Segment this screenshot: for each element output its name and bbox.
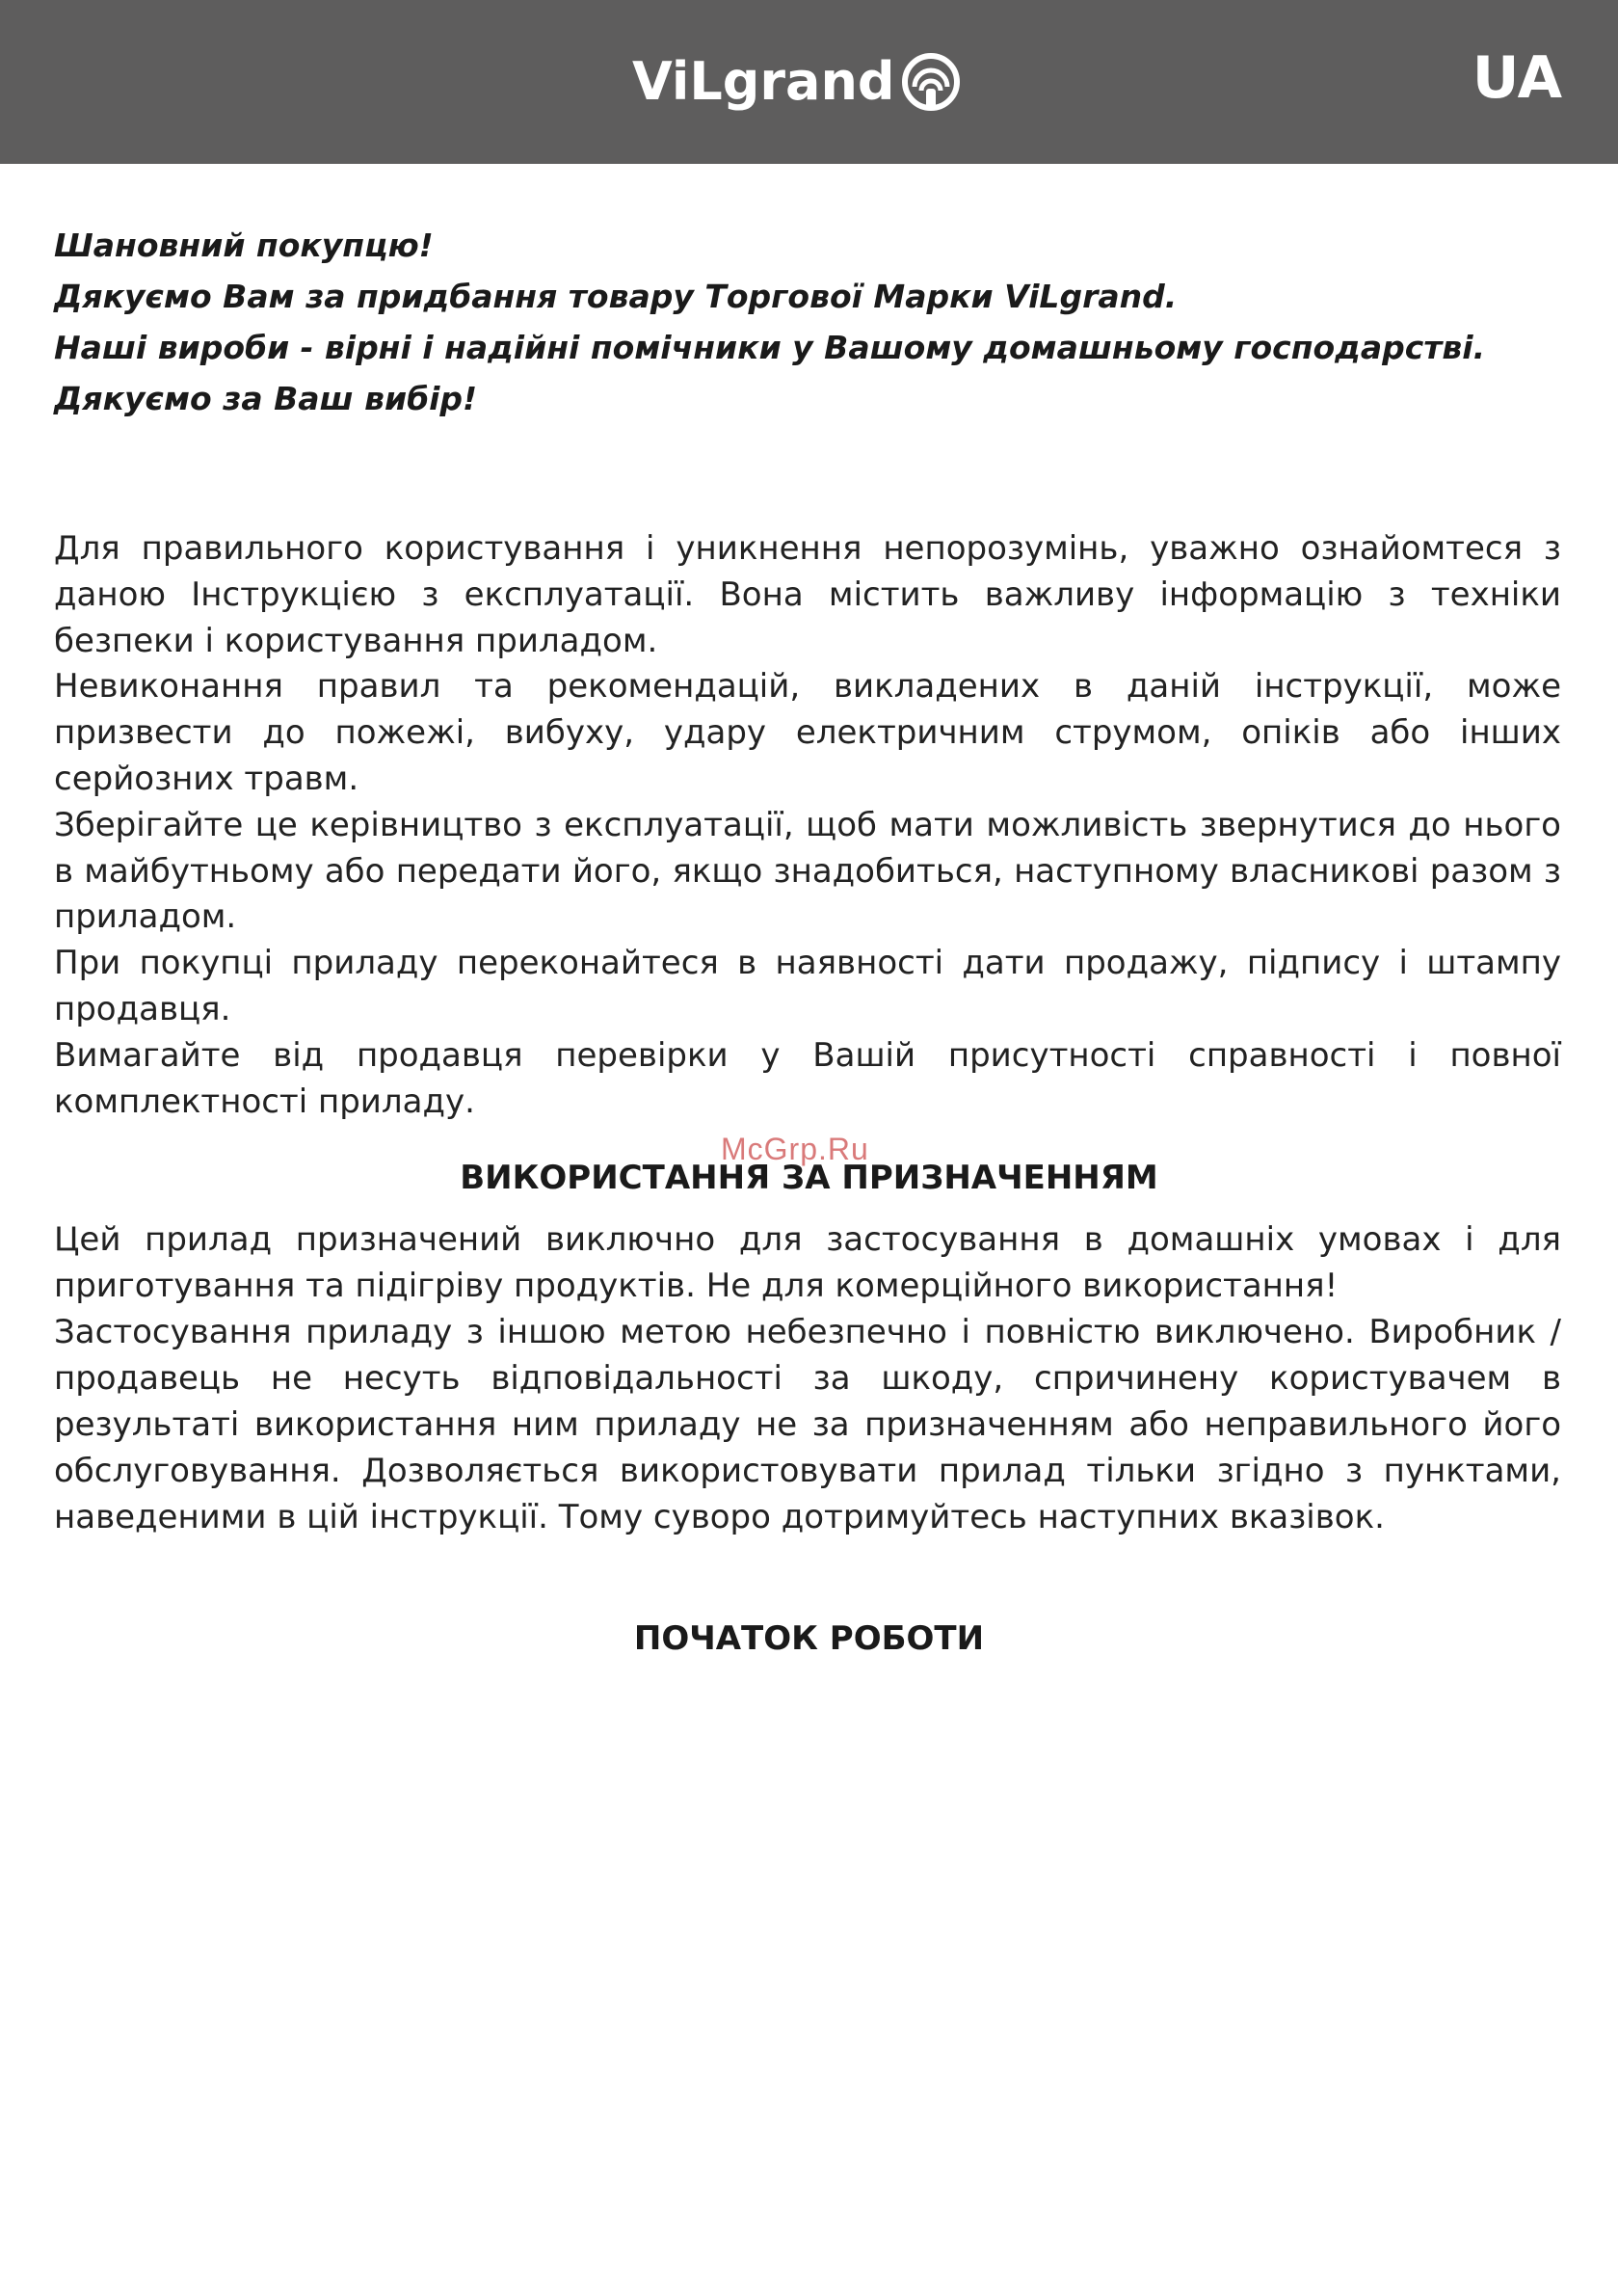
greeting-block — [54, 220, 1567, 424]
section-paragraph: Цей прилад призначений виключно для застосування в домашніх умовах і для приготування та підігріву продуктів. Не для комерційного використання! — [54, 1220, 1561, 1305]
greeting-line: Дякуємо Вам за придбання товару Торгової Марки ViLgrand. — [54, 278, 1178, 315]
intro-paragraph: Зберігайте це керівництво з експлуатації, щоб мати можливість звернутися до нього в майбутньому або передати його, якщо знадобиться, наступному власникові разом з приладом. — [54, 805, 1561, 937]
intro-paragraph: Невиконання правил та рекомендацій, викладених в даній інструкції, може призвести до пожежі, вибуху, удару електричним струмом, опіків або інших серйозних травм. — [54, 667, 1561, 798]
intro-text — [54, 526, 1561, 1125]
greeting-line: Дякуємо за Ваш вибір! — [54, 380, 478, 417]
greeting-line: Шановний покупцю! — [54, 227, 434, 264]
greeting-line: Наші вироби - вірні і надійні помічники у Вашому домашньому господарстві. — [54, 329, 1486, 366]
brand-name: ViLgrand — [632, 51, 895, 112]
watermark: McGrp.Ru — [721, 1132, 869, 1166]
intended-use-text — [54, 1216, 1561, 1540]
section-paragraph: Застосування приладу з іншою метою небезпечно і повністю виключено. Виробник / продавець не несуть відповідальності за шкоду, спричинену користувачем в результаті використання ним приладу не за призначенням або неправильного його обслуговування. Дозволяється використовувати прилад тільки згідно з пунктами, наведеними в цій інструкції. Тому суворо дотримуйтесь наступних вказівок. — [54, 1313, 1561, 1536]
page-header — [0, 0, 1618, 164]
intro-paragraph: Вимагайте від продавця перевірки у Вашій присутності справності і повної комплектності приладу. — [54, 1035, 1561, 1121]
language-code: UA — [1472, 44, 1562, 112]
brand-logo-icon — [901, 52, 961, 112]
section-heading-intended-use: ВИКОРИСТАННЯ ЗА ПРИЗНАЧЕННЯМ — [460, 1159, 1158, 1197]
intro-paragraph: Для правильного користування і уникнення непорозумінь, уважно ознайомтеся з даною Інструкцією з експлуатації. Вона містить важливу інформацію з техніки безпеки і користування приладом. — [54, 529, 1561, 660]
brand-logo — [632, 48, 961, 116]
intro-paragraph: При покупці приладу переконайтеся в наявності дати продажу, підпису і штампу продавця. — [54, 944, 1561, 1028]
section-heading-getting-started: ПОЧАТОК РОБОТИ — [633, 1619, 985, 1658]
